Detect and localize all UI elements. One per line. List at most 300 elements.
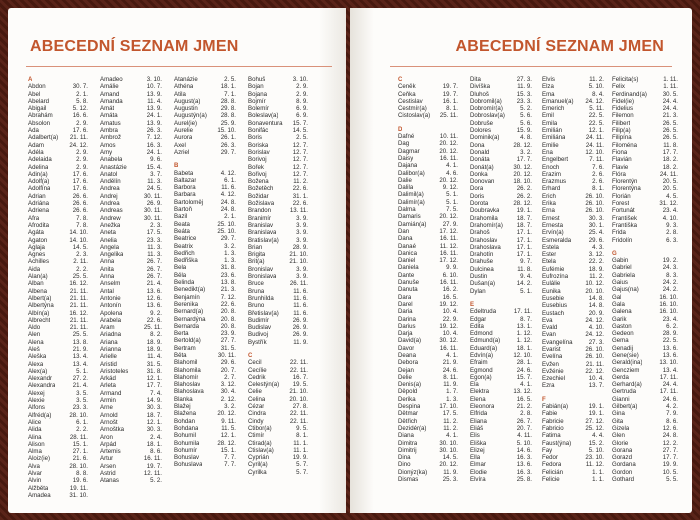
name-entry (28, 463, 88, 470)
name-day-date: 16. 10. (659, 293, 678, 301)
name-entry (100, 310, 162, 317)
name-entry (470, 237, 532, 244)
name-entry (612, 447, 678, 454)
name-entry (612, 171, 678, 178)
name-entry (28, 426, 88, 433)
name-entry (248, 120, 308, 127)
name-text: Alvin (28, 477, 42, 485)
name-day-date: 30. 11. (143, 192, 162, 200)
name-text: Arabela (100, 316, 122, 324)
name-text: Arne (100, 404, 113, 412)
name-day-date: 12. 7. (292, 170, 308, 178)
right-page (350, 8, 692, 513)
name-entry (28, 244, 88, 251)
name-text: Emanuel(a) (542, 97, 574, 105)
name-text: Dag (398, 140, 410, 148)
name-entry (470, 229, 532, 236)
name-text: Donald (470, 148, 490, 156)
name-entry (470, 178, 532, 185)
name-text: Gema (612, 337, 629, 345)
name-day-date: 13. 12. (513, 388, 532, 396)
name-entry (174, 323, 236, 330)
name-entry (28, 185, 88, 192)
name-day-date: 20. 12. (439, 461, 458, 469)
name-entry (100, 419, 162, 426)
name-text: Bruna (248, 287, 265, 295)
name-entry (28, 331, 88, 338)
name-day-date: 14. 5. (72, 243, 88, 251)
name-day-date: 19. 1. (588, 403, 604, 411)
name-text: Bohumila (174, 439, 200, 447)
name-entry (470, 323, 532, 330)
name-day-date: 20. 12. (439, 147, 458, 155)
name-day-date: 4. 3. (592, 243, 604, 251)
name-entry (174, 461, 236, 468)
name-text: Brunhilda (248, 294, 274, 302)
name-day-date: 26. 2. (516, 192, 532, 200)
name-entry (542, 375, 604, 382)
name-entry (612, 257, 678, 264)
name-day-date: 23. 3. (146, 236, 162, 244)
name-text: Anna (100, 258, 115, 266)
name-day-date: 11. 9. (443, 381, 458, 389)
name-entry (174, 264, 236, 271)
name-day-date: 6. 3. (666, 236, 678, 244)
name-day-date: 8. 7. (520, 315, 532, 323)
name-text: G (612, 249, 617, 257)
name-day-date: 26. 7. (146, 273, 162, 281)
name-text: Arpád (100, 440, 117, 448)
name-text: Elfrida (470, 410, 488, 418)
name-text: Drahomila (470, 214, 498, 222)
name-text: Dara (398, 293, 412, 301)
name-text: Evžen (542, 360, 559, 368)
name-entry (612, 345, 678, 352)
name-text: Evelína (542, 353, 563, 361)
name-text: Adéla (28, 148, 44, 156)
name-day-date: 5. 6. (520, 119, 532, 127)
name-entry (100, 361, 162, 368)
name-text: Alžběta (28, 484, 49, 492)
name-day-date: 6. 2. (666, 322, 678, 330)
name-day-date: 17. 7. (146, 382, 162, 390)
name-text: Alina (28, 433, 42, 441)
name-text: Gaston (612, 322, 632, 330)
name-entry (542, 91, 604, 98)
name-day-date: 19. 9. (292, 454, 308, 462)
name-text: Bedřiška (174, 257, 198, 265)
name-text: Andělín (100, 178, 121, 186)
name-text: Alfons (28, 404, 45, 412)
name-text: Berenika (174, 300, 199, 308)
name-entry (248, 403, 308, 410)
name-entry (542, 461, 604, 468)
name-entry (100, 237, 162, 244)
name-entry (100, 266, 162, 273)
name-text: Cecil (248, 359, 262, 367)
name-entry (28, 419, 88, 426)
name-day-date: 30. 11. (143, 207, 162, 215)
name-entry (398, 454, 458, 461)
name-entry (248, 156, 308, 163)
name-day-date: 16. 3. (516, 468, 532, 476)
name-day-date: 2. 8. (666, 229, 678, 237)
name-text: Borivoj (248, 156, 267, 164)
name-entry (542, 317, 604, 324)
name-text: Dušan(a) (470, 280, 496, 288)
name-text: Ferdinand(a) (612, 90, 647, 98)
name-text: Gaius (612, 279, 628, 287)
name-text: Astrid (100, 470, 116, 478)
name-day-date: 5. 2. (520, 105, 532, 113)
name-text: Genadij (612, 344, 634, 352)
name-entry (174, 432, 236, 439)
name-day-date: 24. 12. (69, 141, 88, 149)
name-entry (28, 105, 88, 112)
name-text: Elena (470, 395, 486, 403)
name-text: Adelina (28, 163, 49, 171)
name-text: Eufémie (542, 265, 565, 273)
name-entry (398, 133, 458, 140)
name-entry (542, 454, 604, 461)
name-text: Denis(a) (398, 381, 422, 389)
name-text: Gencziem (612, 366, 640, 374)
name-day-date (676, 250, 678, 257)
name-day-date: 21. 11. (69, 294, 88, 302)
name-text: Aida (28, 265, 41, 273)
name-day-date: 8. 9. (296, 97, 308, 105)
name-entry (174, 76, 236, 83)
name-day-date: 31. 8. (220, 264, 236, 272)
name-entry (100, 390, 162, 397)
name-day-date: 26. 1. (220, 134, 236, 142)
name-text: Beatrice (174, 235, 197, 243)
name-text: Blažej (174, 403, 191, 411)
name-text: Achilles (28, 258, 49, 266)
name-entry (100, 324, 162, 331)
name-entry (612, 120, 678, 127)
name-day-date: 26. 6. (72, 200, 88, 208)
name-text: Dobromír(a) (470, 105, 503, 113)
name-text: Cyrilka (248, 468, 267, 476)
name-day-date: 13. 9. (146, 105, 162, 113)
name-day-date: 18. 7. (516, 214, 532, 222)
name-entry (398, 359, 458, 366)
name-text: Adelaida (28, 156, 52, 164)
name-text: Bernardýna (174, 315, 206, 323)
name-day-date: 28. 1. (516, 359, 532, 367)
name-text: Abdon (28, 83, 46, 91)
name-day-date: 2. 12. (220, 395, 236, 403)
name-text: Aglaja (28, 243, 45, 251)
name-entry (398, 301, 458, 308)
name-entry (398, 447, 458, 454)
name-day-date: 2. 9. (296, 90, 308, 98)
name-text: Albín(a) (28, 309, 50, 317)
name-entry (542, 346, 604, 353)
name-day-date: 17. 6. (72, 178, 88, 186)
name-entry (28, 317, 88, 324)
name-day-date: 1. 7. (446, 388, 458, 396)
name-day-date: 8. 1. (446, 105, 458, 113)
name-day-date: 4. 5. (666, 192, 678, 200)
name-day-date: 24. 8. (662, 432, 678, 440)
name-entry (612, 403, 678, 410)
name-text: Gedeon (612, 330, 634, 338)
name-day-date: 16. 5. (442, 293, 458, 301)
name-entry (248, 469, 308, 476)
name-day-date: 20. 8. (220, 322, 236, 330)
name-entry (248, 149, 308, 156)
name-day-date: 23. 9. (220, 330, 236, 338)
name-text: Dalimil(a) (398, 191, 424, 199)
name-day-date: 3. 9. (296, 236, 308, 244)
name-text: Donka (470, 170, 488, 178)
letter-heading (398, 76, 458, 83)
name-entry (248, 280, 308, 287)
name-day-date: 17. 11. (659, 373, 678, 381)
name-text: Emilie (542, 141, 559, 149)
name-day-date: 24. 1. (146, 112, 162, 120)
name-text: Flóra (612, 170, 626, 178)
name-entry (612, 200, 678, 207)
name-day-date: 16. 11. (439, 279, 458, 287)
name-entry (174, 206, 236, 213)
name-text: Drahomír(a) (470, 221, 503, 229)
name-entry (100, 105, 162, 112)
name-text: Aurora (174, 134, 193, 142)
name-text: C (248, 351, 253, 359)
name-entry (470, 207, 532, 214)
name-text: Anselm (100, 280, 121, 288)
name-day-date: 10. 12. (585, 280, 604, 288)
name-entry (542, 361, 604, 368)
name-text: Despina (398, 403, 421, 411)
name-text: Berta (174, 330, 189, 338)
name-day-date: 4. 11. (517, 432, 532, 440)
name-entry (174, 352, 236, 359)
name-text: Albrecht (28, 316, 51, 324)
name-entry (174, 294, 236, 301)
name-day-date: 14. 6. (516, 446, 532, 454)
name-text: Cyril(a) (248, 461, 268, 469)
name-day-date: 28. 11. (69, 433, 88, 441)
name-entry (28, 477, 88, 484)
name-entry (248, 295, 308, 302)
name-day-date: 17. 10. (439, 403, 458, 411)
name-text: Albert(a) (28, 294, 52, 302)
name-entry (28, 397, 88, 404)
name-day-date: 24. 1. (146, 148, 162, 156)
name-entry (542, 229, 604, 236)
name-entry (612, 461, 678, 468)
name-day-date: 16. 12. (69, 309, 88, 317)
name-text: Alvar (28, 470, 42, 478)
name-day-date: 2. 9. (76, 148, 88, 156)
name-column (470, 76, 532, 483)
name-day-date: 8. 1. (296, 432, 308, 440)
name-text: Arielle (100, 353, 117, 361)
name-entry (398, 148, 458, 155)
name-entry (542, 156, 604, 163)
name-day-date: 21. 10. (289, 251, 308, 259)
name-column (28, 76, 88, 499)
name-day-date: 4. 12. (220, 169, 236, 177)
name-text: Aloiz(ie) (28, 455, 51, 463)
name-text: Gertruda (612, 388, 637, 396)
name-entry (248, 98, 308, 105)
name-entry (248, 258, 308, 265)
name-day-date: 10. 11. (439, 133, 458, 141)
name-day-date: 28. 9. (292, 243, 308, 251)
name-text: Celestýn(a) (248, 381, 280, 389)
name-entry (28, 222, 88, 229)
name-entry (174, 418, 236, 425)
name-day-date: 17. 7. (662, 454, 678, 462)
name-day-date: 17. 1. (516, 236, 532, 244)
name-text: Beatrix (174, 242, 193, 250)
name-entry (612, 337, 678, 344)
name-day-date: 26. 5. (662, 127, 678, 135)
name-text: Barbara (174, 191, 196, 199)
name-text: Elizej (470, 446, 485, 454)
name-day-date: 13. 4. (72, 360, 88, 368)
name-entry (100, 193, 162, 200)
name-entry (542, 178, 604, 185)
name-day-date: 20. 9. (588, 309, 604, 317)
name-text: Darja (398, 330, 413, 338)
name-text: Dagmar (398, 147, 420, 155)
name-text: Gordana (612, 461, 636, 469)
name-day-date: 13. 8. (72, 338, 88, 346)
name-text: Aristid (100, 360, 117, 368)
name-text: Budivoj (248, 331, 268, 339)
name-entry (174, 112, 236, 119)
name-text: Dorota (470, 200, 489, 208)
name-day-date: 23. 3. (72, 404, 88, 412)
name-entry (100, 375, 162, 382)
name-entry (612, 91, 678, 98)
name-entry (470, 193, 532, 200)
name-entry (542, 368, 604, 375)
name-day-date: 19. 6. (72, 477, 88, 485)
page-title-left: ABECEDNÍ SEZNAM JMEN (30, 38, 239, 55)
name-entry (100, 448, 162, 455)
name-day-date: 13. 7. (588, 382, 604, 390)
name-text: Dana (398, 235, 413, 243)
name-text: Blahomil (174, 359, 198, 367)
name-day-date: 18. 1. (146, 440, 162, 448)
name-text: Felicián (542, 468, 563, 476)
name-column (174, 76, 236, 469)
name-text: Bazil (174, 213, 188, 221)
name-day-date: 17. 1. (516, 243, 532, 251)
name-text: Danuše (398, 279, 420, 287)
name-day-date: 11. 2. (443, 424, 458, 432)
name-entry (470, 396, 532, 403)
name-text: Filemon (612, 112, 634, 120)
name-entry (100, 455, 162, 462)
name-entry (100, 382, 162, 389)
name-text: Dajana (398, 162, 418, 170)
name-text: Blahomír (174, 373, 199, 381)
name-text: Gabriel (612, 264, 632, 272)
name-entry (470, 149, 532, 156)
name-text: Aram (100, 324, 115, 332)
name-text: Emerich (542, 105, 565, 113)
name-entry (612, 388, 678, 395)
name-text: Adalbert(a) (28, 134, 59, 142)
name-entry (398, 228, 458, 235)
name-day-date: 12. 1. (588, 127, 604, 135)
name-day-date: 16. 7. (292, 373, 308, 381)
name-day-date: 26. 9. (292, 316, 308, 324)
name-day-date: 7. 8. (76, 221, 88, 229)
name-entry (174, 301, 236, 308)
name-text: Bruce (248, 280, 264, 288)
name-entry (542, 280, 604, 287)
name-day-date: 11. 3. (147, 251, 162, 259)
name-text: Gordon (612, 468, 633, 476)
name-text: Andrej (100, 192, 118, 200)
name-day-date: 2. 6. (592, 170, 604, 178)
name-text: Erich (542, 192, 556, 200)
name-entry (100, 83, 162, 90)
name-entry (398, 294, 458, 301)
name-text: Dominik(a) (470, 134, 500, 142)
name-day-date: 30. 5. (662, 90, 678, 98)
name-day-date: 11. 9. (443, 468, 458, 476)
name-text: Dustin (470, 273, 488, 281)
name-entry (174, 396, 236, 403)
name-text: Deana (398, 351, 416, 359)
name-day-date: 30. 4. (220, 388, 236, 396)
name-entry (470, 222, 532, 229)
name-text: Evan (542, 331, 556, 339)
name-entry (100, 273, 162, 280)
name-text: Dulcinea (470, 265, 494, 273)
name-entry (100, 317, 162, 324)
name-entry (470, 432, 532, 439)
name-entry (100, 463, 162, 470)
name-text: Flavie (612, 163, 629, 171)
name-day-date: 7. 6. (592, 163, 604, 171)
name-entry (28, 149, 88, 156)
name-entry (470, 352, 532, 359)
name-text: Dětmar (398, 410, 418, 418)
name-entry (28, 448, 88, 455)
name-text: Božidar (248, 192, 269, 200)
name-text: Brit(a) (248, 258, 265, 266)
name-day-date: 24. 12. (585, 316, 604, 324)
name-entry (612, 469, 678, 476)
name-day-date: 1. 12. (516, 330, 532, 338)
letter-heading (28, 76, 88, 83)
name-entry (174, 279, 236, 286)
name-entry (174, 257, 236, 264)
name-text: Bořivoj (248, 170, 267, 178)
name-day-date: 22. 12. (585, 367, 604, 375)
name-day-date (86, 76, 88, 83)
name-entry (398, 330, 458, 337)
name-entry (542, 98, 604, 105)
name-day-date: 11. 6. (293, 294, 308, 302)
name-text: Filoména (612, 141, 638, 149)
name-entry (542, 410, 604, 417)
name-day-date: 1. 12. (516, 337, 532, 345)
name-entry (612, 396, 678, 403)
name-entry (612, 105, 678, 112)
